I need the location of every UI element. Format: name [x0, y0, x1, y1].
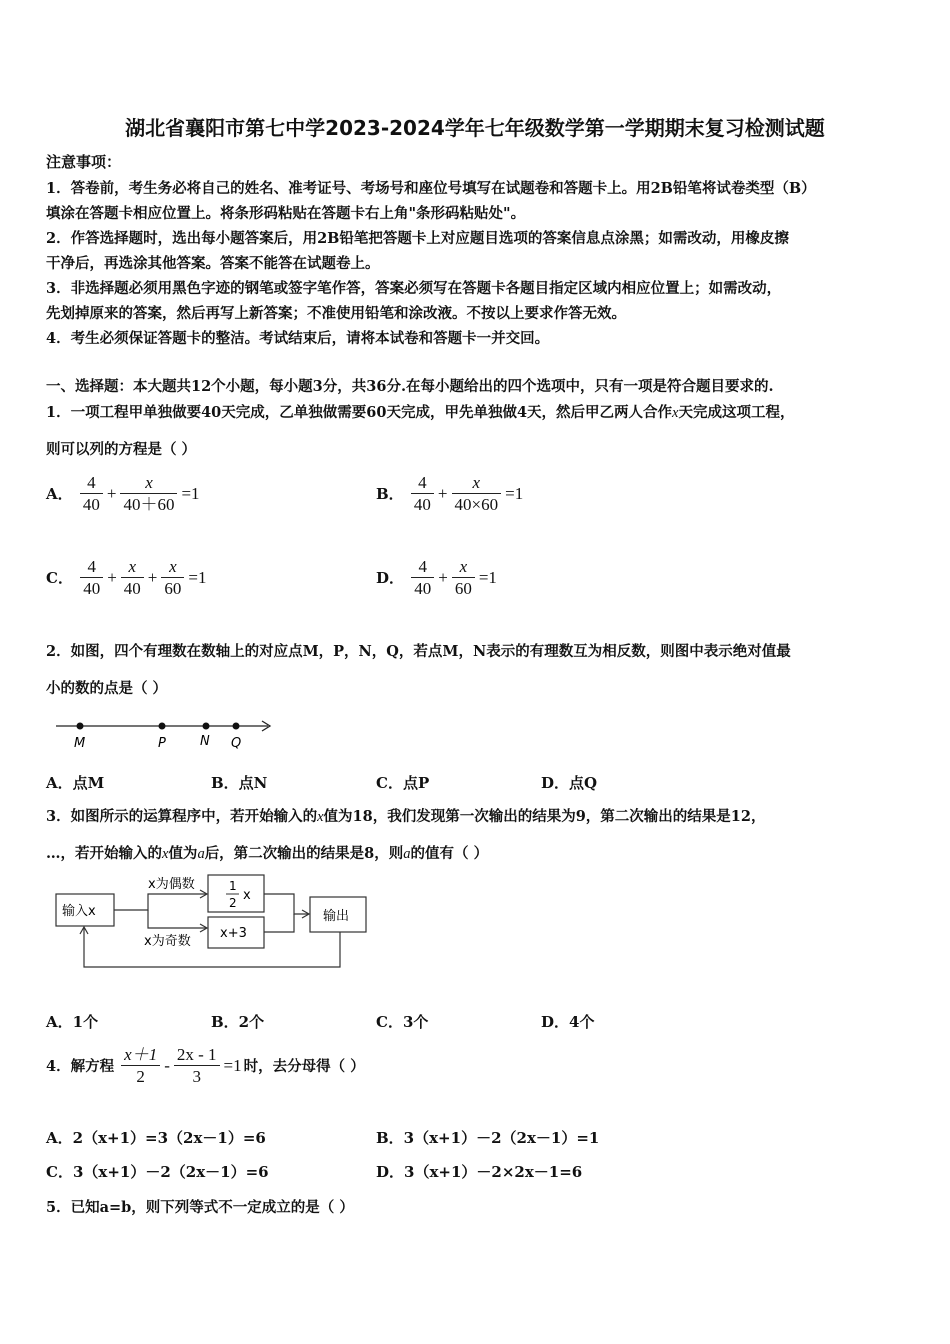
page-title: 湖北省襄阳市第七中学2023-2024学年七年级数学第一学期期末复习检测试题	[125, 116, 825, 140]
flow-odd-line	[148, 910, 206, 928]
section-heading: 一、选择题：本大题共12个小题，每小题3分，共36分.在每小题给出的四个选项中，只有一项是符合题目要求的.	[46, 378, 774, 395]
option-4b[interactable]: B．3（x+1）－2（2x－1）=1	[376, 1129, 600, 1147]
flow-output-label: 输出	[323, 909, 350, 924]
notice-heading: 注意事项：	[46, 153, 122, 171]
option-1a[interactable]: A． $\frac{4}{40}$ + $\frac{x}{40+60}$ =1	[46, 473, 200, 514]
flow-odd-label: x为奇数	[144, 934, 191, 949]
fraction: $\frac{4}{40}$	[411, 556, 434, 599]
point-q-dot	[233, 723, 240, 730]
fraction: $\frac{x+1}{2}$	[121, 1044, 160, 1087]
point-p-dot	[159, 723, 166, 730]
point-q-label: Q	[231, 736, 242, 751]
fraction: $\frac{x}{60}$	[452, 556, 475, 599]
fraction: $\frac{x}{40}$	[121, 556, 144, 599]
question-1-part: 天完成这项工程，	[678, 404, 795, 421]
flow-even-label: x为偶数	[148, 877, 195, 892]
option-2c[interactable]: C．点P	[376, 774, 430, 792]
number-line-figure	[50, 712, 280, 754]
variable-x: x	[317, 809, 324, 825]
option-1c[interactable]: C． $\frac{4}{40}$ + $\frac{x}{40}$ + $\frac{x}{60}$ =1	[46, 557, 207, 598]
option-1b[interactable]: B． $\frac{4}{40}$ + $\frac{x}{40\times 60}$ =1	[376, 473, 524, 514]
option-1d[interactable]: D． $\frac{4}{40}$ + $\frac{x}{60}$ =1	[376, 557, 497, 598]
notice-line: 3．非选择题必须用黑色字迹的钢笔或签字笔作答，答案必须写在答题卡各题目指定区域内相应位置上；如需改动，	[46, 280, 782, 297]
question-3-prompt: …，若开始输入的x值为a后，第二次输出的结果是8，则a的值有（ ）	[46, 845, 489, 862]
flow-merge-top-line	[264, 894, 308, 914]
option-4d[interactable]: D．3（x+1）－2×2x－1=6	[376, 1163, 583, 1181]
option-4c[interactable]: C．3（x+1）－2（2x－1）=6	[46, 1163, 269, 1181]
question-3-text: 3．如图所示的运算程序中，若开始输入的x值为18，我们发现第一次输出的结果为9，第二次输出的结果是12，	[46, 808, 766, 825]
option-label: B．	[376, 485, 404, 503]
fraction: $\frac{x}{60}$	[161, 556, 184, 599]
fraction: $\frac{x}{40+60}$	[120, 472, 177, 515]
question-5-text: 5．已知a=b，则下列等式不一定成立的是（ ）	[46, 1199, 354, 1216]
fraction: $\frac{4}{40}$	[411, 472, 434, 515]
question-1-prompt: 则可以列的方程是（ ）	[46, 441, 197, 458]
option-label: D．	[376, 569, 405, 587]
question-4-text: 4．解方程 $\frac{x+1}{2}$ - $\frac{2x - 1}{3}$ =1 时，去分母得（ ）	[46, 1045, 365, 1086]
variable-a: a	[197, 846, 205, 862]
option-2a[interactable]: A．点M	[46, 774, 105, 792]
flow-half-var: x	[243, 888, 251, 903]
point-m-dot	[77, 723, 84, 730]
point-n-label: N	[200, 734, 210, 749]
fraction: $\frac{2x - 1}{3}$	[174, 1044, 220, 1087]
notice-line: 填涂在答题卡相应位置上。将条形码粘贴在答题卡右上角"条形码粘贴处"。	[46, 205, 526, 222]
option-label: C．	[46, 569, 73, 587]
notice-line: 1．答卷前，考生务必将自己的姓名、准考证号、考场号和座位号填写在试题卷和答题卡上。用2B铅笔将试卷类型（B）	[46, 180, 816, 197]
flow-plus3-label: x+3	[220, 926, 247, 941]
point-n-dot	[203, 723, 210, 730]
notice-line: 干净后，再选涂其他答案。答案不能答在试题卷上。	[46, 255, 380, 272]
flow-even-line	[114, 894, 206, 910]
question-2-text: 2．如图，四个有理数在数轴上的对应点M，P，N，Q，若点M，N表示的有理数互为相反数，则图中表示绝对值最	[46, 643, 791, 660]
notice-line: 2．作答选择题时，选出每小题答案后，用2B铅笔把答题卡上对应题目选项的答案信息点涂黑；如需改动，用橡皮擦	[46, 230, 789, 247]
option-3b[interactable]: B．2个	[211, 1013, 265, 1031]
option-3a[interactable]: A．1个	[46, 1013, 99, 1031]
option-2b[interactable]: B．点N	[211, 774, 268, 792]
question-1-text	[46, 400, 794, 426]
fraction: $\frac{4}{40}$	[80, 472, 103, 515]
notice-line: 先划掉原来的答案，然后再写上新答案；不准使用铅笔和涂改液。不按以上要求作答无效。	[46, 305, 626, 322]
option-3c[interactable]: C．3个	[376, 1013, 429, 1031]
option-label: A．	[46, 485, 73, 503]
flow-half-den: 2	[229, 896, 237, 910]
option-3d[interactable]: D．4个	[541, 1013, 595, 1031]
notice-line: 4．考生必须保证答题卡的整洁。考试结束后，请将本试卷和答题卡一并交回。	[46, 330, 550, 347]
question-2-prompt: 小的数的点是（ ）	[46, 680, 168, 697]
flow-input-label: 输入x	[62, 904, 96, 919]
variable-a: a	[403, 846, 411, 862]
flowchart-figure	[50, 870, 380, 975]
variable-x: x	[162, 846, 169, 862]
option-2d[interactable]: D．点Q	[541, 774, 598, 792]
fraction: $\frac{4}{40}$	[80, 556, 103, 599]
point-m-label: M	[74, 736, 86, 751]
fraction: $\frac{x}{40\times 60}$	[452, 472, 502, 515]
option-4a[interactable]: A．2（x+1）=3（2x－1）=6	[46, 1129, 266, 1147]
flow-merge-bottom-line	[264, 914, 294, 932]
variable-x: x	[672, 405, 679, 421]
flow-half-num: 1	[229, 879, 237, 893]
question-1-part: 1．一项工程甲单独做要40天完成，乙单独做需要60天完成，甲先单独做4天，然后甲乙两人合作	[46, 404, 673, 421]
point-p-label: P	[158, 736, 166, 751]
